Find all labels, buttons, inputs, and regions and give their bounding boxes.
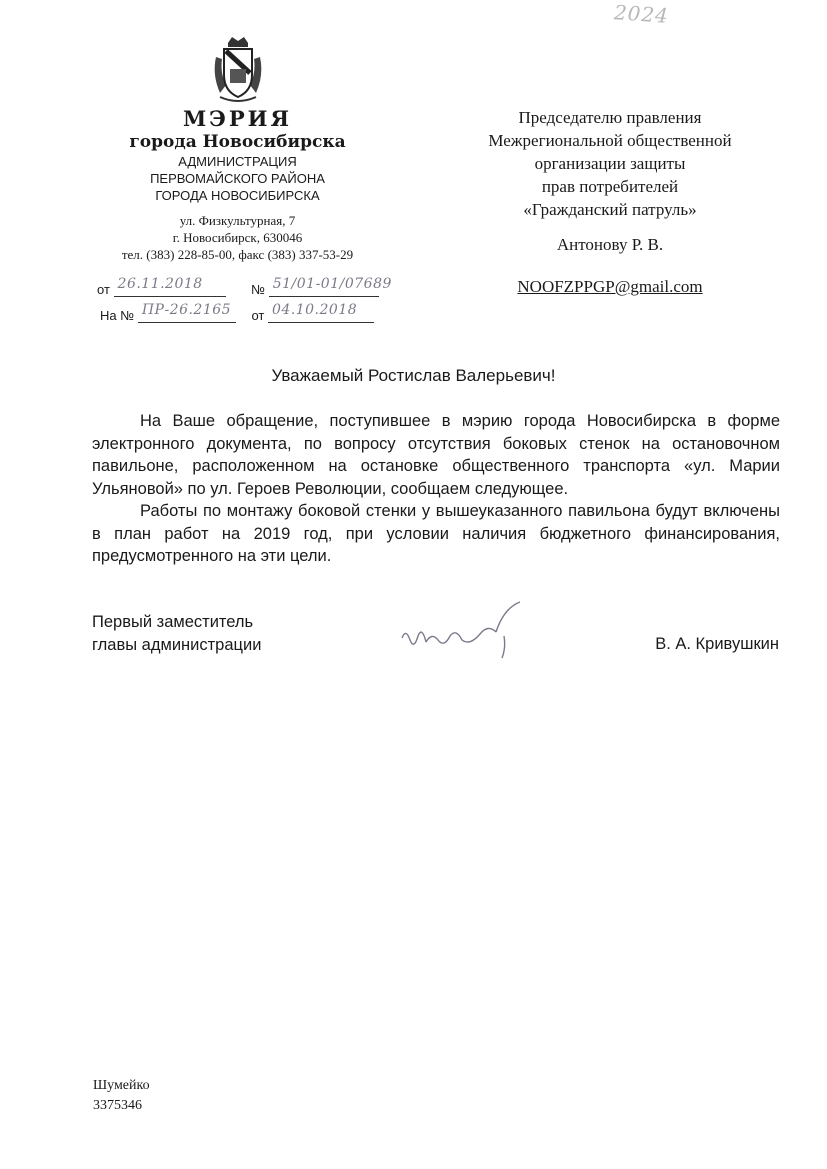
- admin-line: АДМИНИСТРАЦИЯ: [178, 154, 297, 169]
- address-line: г. Новосибирск, 630046: [172, 230, 303, 245]
- letterhead: [90, 35, 385, 263]
- executor-phone: 3375346: [93, 1098, 142, 1113]
- from-date-field: [114, 276, 226, 297]
- admin-line: ПЕРВОМАЙСКОГО РАЙОНА: [150, 171, 325, 186]
- signer-title-line: главы администрации: [92, 636, 262, 654]
- recipient-line: прав потребителей: [541, 177, 679, 196]
- salutation: Уважаемый Ростислав Валерьевич!: [271, 366, 556, 385]
- recipient-line: Межрегиональной общественной: [488, 131, 732, 150]
- phone-fax-line: тел. (383) 228-85-00, факс (383) 337-53-29: [121, 247, 354, 262]
- city-coat-of-arms-icon: [208, 35, 268, 105]
- corner-mark: 2024: [613, 0, 670, 28]
- recipient-line: Председателю правления: [518, 108, 702, 127]
- recipient-block: [430, 106, 790, 298]
- outgoing-number: 51/01-01/07689: [272, 276, 392, 292]
- admin-line: ГОРОДА НОВОСИБИРСКА: [155, 188, 320, 203]
- from-date: 26.11.2018: [117, 276, 203, 292]
- signer-title-line: Первый заместитель: [92, 613, 254, 631]
- signer-title: [92, 611, 261, 657]
- to-number-field: [138, 302, 236, 323]
- to-number: ПР-26.2165: [141, 302, 232, 318]
- to-date-field: [268, 302, 374, 323]
- number-field: [269, 276, 392, 297]
- to-date: 04.10.2018: [271, 302, 358, 318]
- from-label: от: [97, 282, 110, 297]
- incoming-ref-row: [100, 302, 374, 323]
- address-line: ул. Физкультурная, 7: [179, 213, 296, 228]
- org-city: города Новосибирска: [129, 132, 346, 152]
- recipient-name: Антонову Р. В.: [556, 235, 664, 254]
- letter-body: [92, 410, 780, 568]
- recipient-line: организации защиты: [534, 154, 686, 173]
- outgoing-ref-row: [97, 276, 392, 297]
- signer-name: В. А. Кривушкин: [655, 635, 779, 653]
- recipient-email-link[interactable]: NOOFZPPGP@gmail.com: [517, 277, 703, 296]
- recipient-line: «Гражданский патруль»: [523, 200, 697, 219]
- to-label: На №: [100, 308, 135, 323]
- body-paragraph: На Ваше обращение, поступившее в мэрию города Новосибирска в форме электронного документа, по вопросу отсутствия боковых стенок на остановочном павильоне, расположенном на остановке общественного транспорта «ул. Марии Ульяновой» по ул. Героев Революции, сообщаем следующее.: [92, 412, 780, 498]
- executor-block: [93, 1076, 150, 1116]
- number-label: №: [251, 282, 266, 297]
- handwritten-signature: [392, 598, 532, 668]
- to-from-label: от: [251, 308, 265, 323]
- org-name: МЭРИЯ: [182, 106, 293, 131]
- body-paragraph: Работы по монтажу боковой стенки у вышеуказанного павильона будут включены в план работ на 2019 год, при условии наличия бюджетного финансирования, предусмотренного на эти цели.: [92, 502, 780, 565]
- executor-name: Шумейко: [93, 1078, 150, 1093]
